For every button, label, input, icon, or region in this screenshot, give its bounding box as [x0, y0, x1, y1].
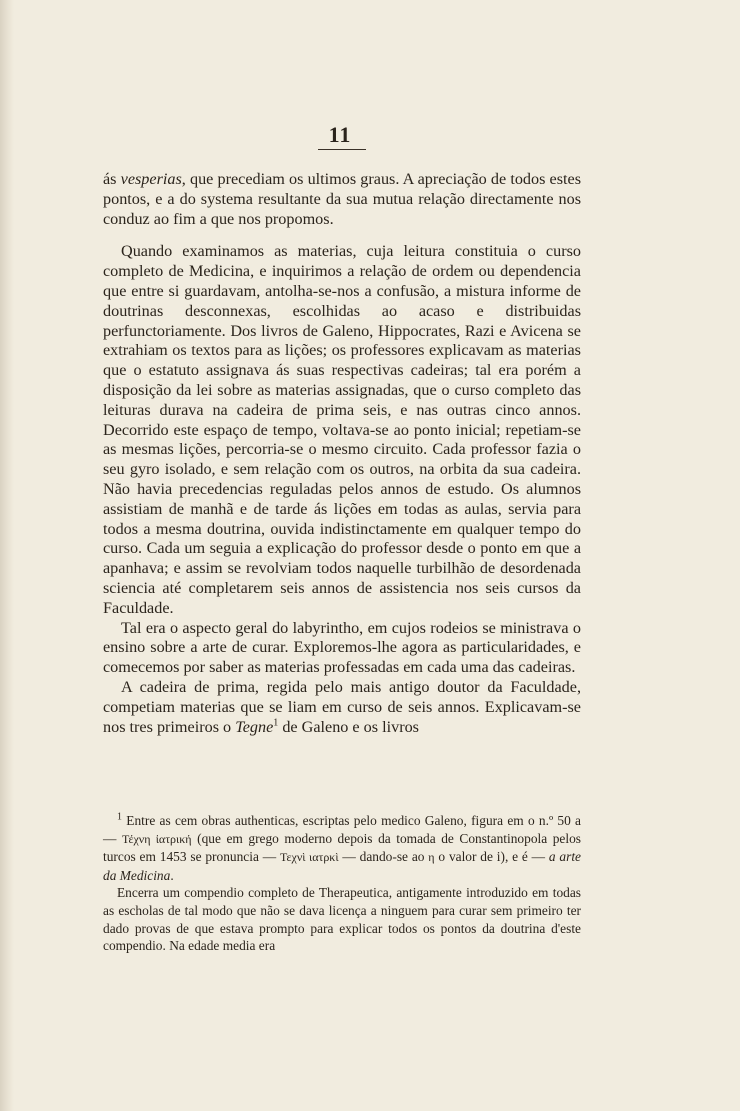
paragraph-4: [103, 678, 581, 737]
paragraph-2: Quando examinamos as materias, cuja leitura constituia o curso completo de Medicina, e inquirimos a relação de ordem ou dependencia que entre si guardavam, antolha-se-nos a confusão, a mistura informe de doutrinas desconnexas, escolhidas ao acaso e distribuidas perfunctoriamente. Dos livros de Galeno, Hippocrates, Razi e Avicena se extrahiam os textos para as lições; os professores explicavam as materias que o estatuto assignava ás suas respectivas cadeiras; tal era porém a disposição da lei sobre as materias assignadas, que o curso completo das leituras durava na cadeira de prima seis, e nas outras cinco annos. Decorrido este espaço de tempo, voltava-se ao ponto inicial; repetiam-se as mesmas lições, percorria-se o mesmo circuito. Cada professor fazia o seu gyro isolado, e sem relação com os outros, na orbita da sua cadeira. Não havia precedencias reguladas pelos annos de estudo. Os alumnos assistiam de manhã e de tarde ás lições em todas as aulas, servia para todos a mesma doutrina, ouvida indistinctamente em qualquer tempo do curso. Cada um seguia a explicação do professor desde o ponto em que a apanhava; e assim se revolviam todos naquelle turbilhão de desordenada sciencia até completarem seis annos de assistencia nos seis cursos da Faculdade.: [103, 242, 581, 617]
fn-greek-3: η: [428, 850, 435, 865]
fn-text-5: .: [170, 867, 174, 883]
footnote-marker: 1: [117, 811, 122, 823]
p4-italic: Tegne: [235, 717, 274, 736]
page-number-rule: [318, 149, 366, 150]
page-number: 11: [328, 122, 352, 147]
fn-text-4: o valor de i), e é —: [434, 849, 549, 865]
fn-greek-2: Τεχνὶ ιατρκὶ: [279, 850, 339, 865]
paragraph-3: Tal era o aspecto geral do labyrintho, em cujos rodeios se ministrava o ensino sobre a arte de curar. Exploremos-lhe agora as particularidades, e comecemos por saber as materias professadas em cada uma das cadeiras.: [103, 618, 581, 677]
p4-text-b: de Galeno e os livros: [278, 717, 419, 736]
fn-text-3: — dando-se ao: [338, 849, 429, 865]
fn-italic: a arte da Medicina: [103, 849, 582, 883]
body-text: [103, 170, 581, 737]
footnote-1: [103, 812, 581, 884]
footnotes: [103, 812, 581, 955]
fn-text-2: (que em grego moderno depois da tomada de Constantinopola pelos turcos em 1453 se pronuncia —: [103, 830, 581, 865]
p1-italic: vesperias: [120, 170, 182, 188]
p1-text-b: , que precediam os ultimos graus. A apreciação de todos estes pontos, e a do systema resultante da sua mutua relação directamente nos conduz ao fim a que nos propomos.: [103, 170, 582, 228]
footnote-ref: 1: [273, 717, 279, 729]
p4-text-a: A cadeira de prima, regida pelo mais antigo doutor da Faculdade, competiam materias que se liam em curso de seis annos. Explicavam-se nos tres primeiros o: [103, 677, 581, 736]
paragraph-1: [103, 170, 581, 229]
footnote-1-continued: Encerra um compendio completo de Therapeutica, antigamente introduzido em todas as escholas de tal modo que não se dava licença a ninguem para curar sem primeiro ter dado provas de que estava prompto para explicar todos os pontos da doutrina d'este compendio. Na edade media era: [103, 885, 581, 954]
page-binding-edge: [0, 0, 14, 1111]
fn-greek-1: Τέχνη ἰατρική: [121, 831, 192, 846]
p1-text-a: ás: [103, 170, 121, 188]
fn-text-1: Entre as cem obras authenticas, escriptas pelo medico Galeno, figura em o n.º 50 a —: [103, 813, 581, 846]
